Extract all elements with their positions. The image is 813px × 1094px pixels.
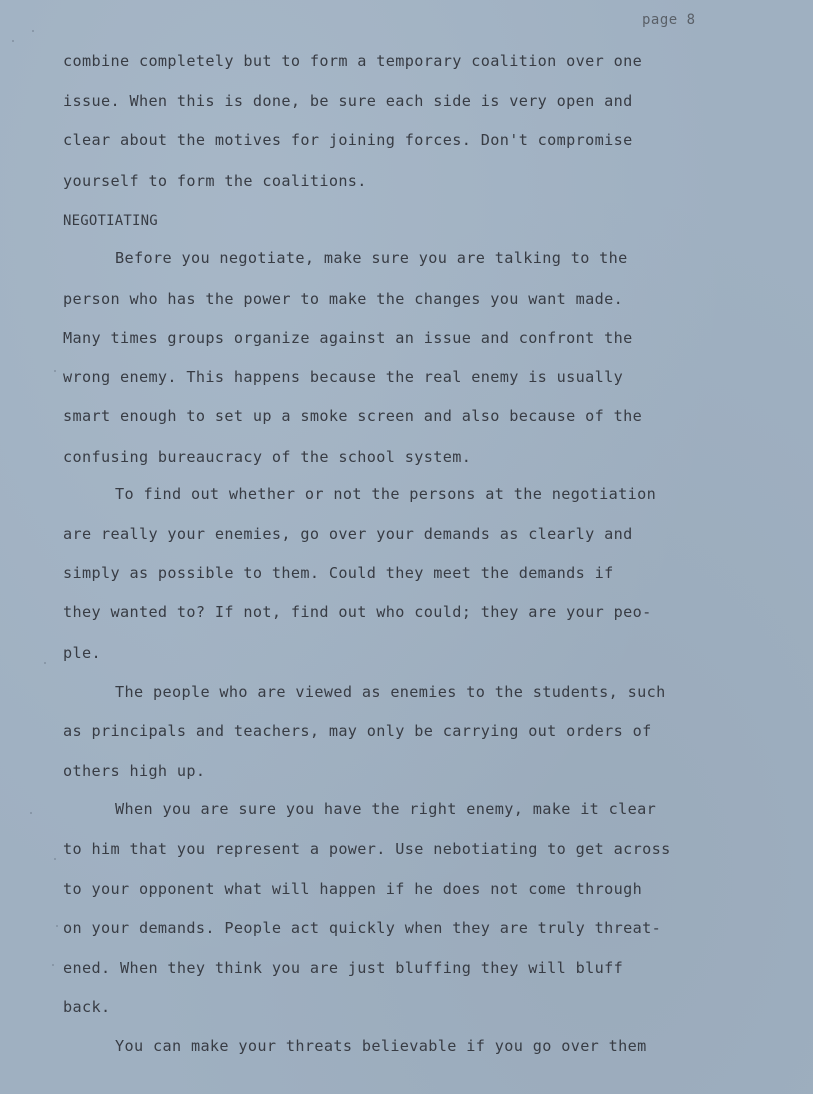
text-line: ple. — [63, 644, 101, 662]
paper-speck — [56, 925, 58, 927]
text-line: clear about the motives for joining forces. Don't compromise — [63, 131, 633, 149]
paper-speck — [32, 30, 34, 32]
paper-speck — [52, 964, 54, 966]
text-line: Before you negotiate, make sure you are talking to the — [115, 249, 628, 267]
text-line: back. — [63, 998, 111, 1016]
text-line: others high up. — [63, 762, 206, 780]
text-line: yourself to form the coalitions. — [63, 172, 367, 190]
paper-speck — [44, 662, 46, 664]
paper-speck — [12, 40, 14, 42]
paper-speck — [30, 812, 32, 814]
section-heading: NEGOTIATING — [63, 213, 158, 229]
text-line: wrong enemy. This happens because the real enemy is usually — [63, 368, 624, 386]
text-line: combine completely but to form a temporary coalition over one — [63, 52, 643, 70]
text-line: are really your enemies, go over your demands as clearly and — [63, 525, 633, 543]
text-line: to him that you represent a power. Use nebotiating to get across — [63, 840, 671, 858]
text-line: The people who are viewed as enemies to the students, such — [115, 683, 666, 701]
page-number: page 8 — [642, 12, 696, 28]
text-line: ened. When they think you are just bluffing they will bluff — [63, 959, 624, 977]
text-line: to your opponent what will happen if he does not come through — [63, 880, 643, 898]
paper-speck — [54, 858, 56, 860]
text-line: To find out whether or not the persons at the negotiation — [115, 485, 657, 503]
text-line: When you are sure you have the right enemy, make it clear — [115, 800, 657, 818]
text-line: as principals and teachers, may only be carrying out orders of — [63, 722, 652, 740]
text-line: on your demands. People act quickly when they are truly threat- — [63, 919, 662, 937]
text-line: smart enough to set up a smoke screen and also because of the — [63, 407, 643, 425]
text-line: You can make your threats believable if you go over them — [115, 1037, 647, 1055]
text-line: issue. When this is done, be sure each side is very open and — [63, 92, 633, 110]
text-line: person who has the power to make the changes you want made. — [63, 290, 624, 308]
text-line: they wanted to? If not, find out who could; they are your peo- — [63, 603, 652, 621]
text-line: simply as possible to them. Could they meet the demands if — [63, 564, 614, 582]
paper-speck — [54, 370, 56, 372]
text-line: confusing bureaucracy of the school system. — [63, 448, 472, 466]
text-line: Many times groups organize against an issue and confront the — [63, 329, 633, 347]
